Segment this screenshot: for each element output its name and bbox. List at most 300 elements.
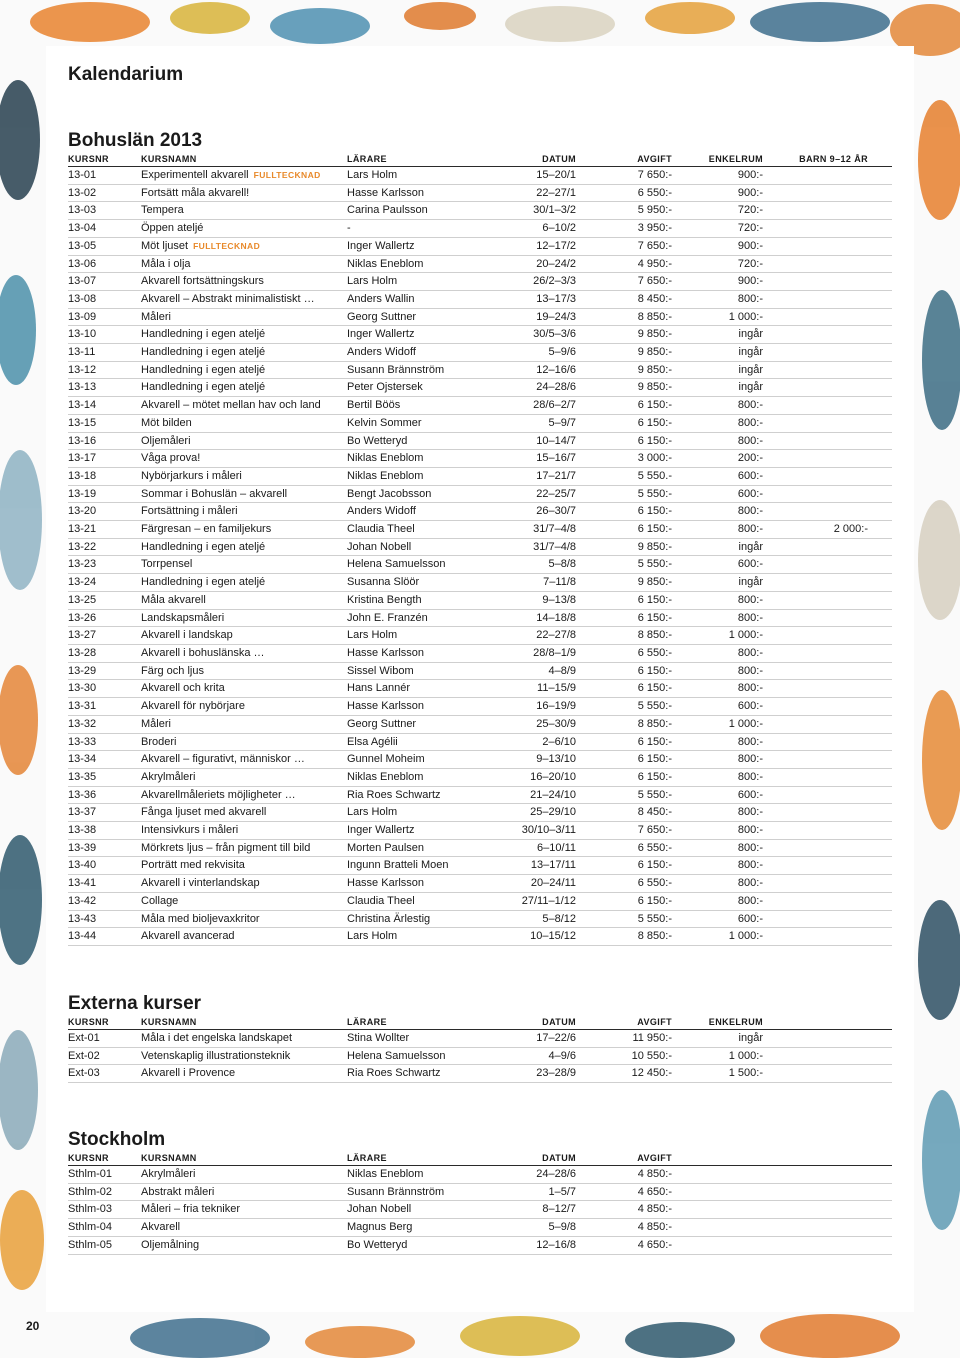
course-code: 13-14 [68,397,141,415]
child-fee [763,768,892,786]
single-room-fee: 1 000:- [672,627,763,645]
course-name [141,804,347,822]
course-name-text: Akvarell fortsättningskurs [141,275,264,288]
teacher: Kristina Bength [347,591,491,609]
child-fee [763,680,892,698]
date: 15–20/1 [491,167,576,185]
course-name-text: Akvarell i bohuslänska … [141,646,265,659]
teacher: Kelvin Sommer [347,414,491,432]
column-header [763,1152,892,1166]
course-name-text: Akrylmåleri [141,770,196,783]
course-code: 13-21 [68,521,141,539]
teacher: Stina Wollter [347,1030,491,1048]
course-name [141,662,347,680]
fee: 3 000:- [576,450,672,468]
fee: 6 150:- [576,609,672,627]
single-room-fee: 800:- [672,432,763,450]
fee: 5 550.- [576,467,672,485]
course-name [141,1183,347,1201]
table-row [68,591,892,609]
course-code: 13-28 [68,644,141,662]
single-room-fee: ingår [672,326,763,344]
fee: 4 950:- [576,255,672,273]
course-name [141,361,347,379]
course-name-text: Akvarell i Provence [141,1067,236,1080]
course-name [141,1047,347,1065]
column-header [763,1016,892,1030]
child-fee [763,1236,892,1254]
course-name [141,255,347,273]
course-name [141,910,347,928]
course-code: 13-17 [68,450,141,468]
fee: 6 150:- [576,857,672,875]
fee: 8 850:- [576,715,672,733]
child-fee: 2 000:- [763,521,892,539]
teacher: Anders Widoff [347,344,491,362]
child-fee [763,397,892,415]
teacher: Peter Ojstersek [347,379,491,397]
course-name [141,485,347,503]
table-header-row [68,1016,892,1030]
fee: 9 850:- [576,344,672,362]
single-room-fee: 900:- [672,273,763,291]
single-room-fee: 800:- [672,875,763,893]
table-row [68,892,892,910]
child-fee [763,786,892,804]
teacher: John E. Franzén [347,609,491,627]
date: 9–13/8 [491,591,576,609]
table-row [68,768,892,786]
child-fee [763,255,892,273]
teacher: Susanna Slöör [347,574,491,592]
course-code: Ext-03 [68,1065,141,1083]
child-fee [763,485,892,503]
table-row [68,450,892,468]
fee: 6 150:- [576,591,672,609]
section-heading: Bohuslän 2013 [68,130,203,151]
course-code: 13-03 [68,202,141,220]
table-row [68,751,892,769]
course-code: 13-10 [68,326,141,344]
teacher: Lars Holm [347,928,491,946]
course-code: 13-40 [68,857,141,875]
date: 30/10–3/11 [491,822,576,840]
course-name-text: Sommar i Bohuslän – akvarell [141,487,288,500]
section-heading: Stockholm [68,1129,166,1150]
course-name [141,344,347,362]
fee: 5 550:- [576,556,672,574]
column-header: KURSNR [68,1152,141,1166]
teacher: Lars Holm [347,167,491,185]
course-name-text: Måla akvarell [141,593,206,606]
teacher: - [347,220,491,238]
date: 7–11/8 [491,574,576,592]
fee: 6 150:- [576,733,672,751]
course-name [141,1219,347,1237]
teacher: Niklas Eneblom [347,255,491,273]
course-name [141,538,347,556]
fee: 6 550:- [576,875,672,893]
course-name [141,202,347,220]
date: 5–9/8 [491,1219,576,1237]
course-name-text: Oljemålning [141,1238,200,1251]
single-room-fee: 800:- [672,822,763,840]
teacher: Hasse Karlsson [347,184,491,202]
single-room-fee: 800:- [672,892,763,910]
course-code: 13-30 [68,680,141,698]
table-row [68,1183,892,1201]
course-name [141,184,347,202]
course-name-text: Måleri [141,310,171,323]
child-fee [763,538,892,556]
table-row [68,574,892,592]
fee: 4 650:- [576,1236,672,1254]
course-name-text: Fortsätt måla akvarell! [141,186,250,199]
course-name [141,290,347,308]
course-name [141,875,347,893]
date: 9–13/10 [491,751,576,769]
fee: 6 150:- [576,662,672,680]
teacher: Claudia Theel [347,521,491,539]
course-name-text: Torrpensel [141,558,193,571]
child-fee [763,1047,892,1065]
column-header: ENKELRUM [672,153,763,167]
date: 25–29/10 [491,804,576,822]
child-fee [763,1219,892,1237]
course-name [141,1236,347,1254]
child-fee [763,308,892,326]
course-name [141,928,347,946]
single-room-fee: ingår [672,574,763,592]
course-name [141,768,347,786]
single-room-fee: 720:- [672,255,763,273]
course-name-text: Handledning i egen ateljé [141,328,266,341]
child-fee [763,804,892,822]
child-fee [763,857,892,875]
fee: 4 850:- [576,1166,672,1184]
course-code: 13-34 [68,751,141,769]
course-name [141,715,347,733]
single-room-fee: ingår [672,344,763,362]
single-room-fee: 900:- [672,237,763,255]
course-name [141,220,347,238]
course-name [141,1065,347,1083]
fee: 4 850:- [576,1201,672,1219]
column-header: KURSNAMN [141,1016,347,1030]
course-code: 13-29 [68,662,141,680]
table-row [68,485,892,503]
date: 10–15/12 [491,928,576,946]
teacher: Georg Suttner [347,715,491,733]
course-name [141,432,347,450]
child-fee [763,290,892,308]
single-room-fee [672,1236,763,1254]
course-code: 13-16 [68,432,141,450]
column-header: AVGIFT [576,1016,672,1030]
date: 5–8/12 [491,910,576,928]
course-name-text: Öppen ateljé [141,222,204,235]
child-fee [763,273,892,291]
course-name [141,237,347,255]
child-fee [763,467,892,485]
course-name-text: Färgresan – en familjekurs [141,523,272,536]
single-room-fee: 1 000:- [672,928,763,946]
course-name-text: Handledning i egen ateljé [141,363,266,376]
single-room-fee: 800:- [672,662,763,680]
course-code: 13-42 [68,892,141,910]
course-name [141,414,347,432]
course-name [141,644,347,662]
course-name-text: Akvarell i vinterlandskap [141,877,260,890]
table-row [68,910,892,928]
single-room-fee: ingår [672,379,763,397]
single-room-fee: ingår [672,538,763,556]
fee: 6 150:- [576,397,672,415]
date: 15–16/7 [491,450,576,468]
table-row [68,344,892,362]
course-code: 13-13 [68,379,141,397]
fee: 7 650:- [576,822,672,840]
fee: 8 850:- [576,928,672,946]
course-name-text: Vetenskaplig illustrationsteknik [141,1049,291,1062]
table-row [68,1236,892,1254]
course-code: Sthlm-03 [68,1201,141,1219]
single-room-fee [672,1219,763,1237]
course-code: 13-06 [68,255,141,273]
teacher: Susann Brännström [347,361,491,379]
fee: 9 850:- [576,574,672,592]
course-name-text: Akvarell avancerad [141,930,235,943]
date: 13–17/3 [491,290,576,308]
table-row [68,786,892,804]
date: 26/2–3/3 [491,273,576,291]
child-fee [763,662,892,680]
table-row [68,715,892,733]
course-name-text: Måla i olja [141,257,191,270]
course-name-text: Måla i det engelska landskapet [141,1032,293,1044]
date: 5–9/7 [491,414,576,432]
course-table [68,1152,892,1255]
single-room-fee: 720:- [672,220,763,238]
teacher: Niklas Eneblom [347,1166,491,1184]
table-row [68,184,892,202]
table-row [68,273,892,291]
date: 16–19/9 [491,698,576,716]
single-room-fee: 800:- [672,609,763,627]
fee: 8 450:- [576,290,672,308]
date: 21–24/10 [491,786,576,804]
column-header [672,1152,763,1166]
teacher: Magnus Berg [347,1219,491,1237]
child-fee [763,910,892,928]
fee: 11 950:- [576,1030,672,1048]
single-room-fee: 800:- [672,290,763,308]
table-row [68,432,892,450]
column-header: ENKELRUM [672,1016,763,1030]
single-room-fee: 800:- [672,839,763,857]
fee: 4 650:- [576,1183,672,1201]
course-code: 13-39 [68,839,141,857]
date: 13–17/11 [491,857,576,875]
course-code: 13-23 [68,556,141,574]
course-name [141,450,347,468]
single-room-fee: 720:- [672,202,763,220]
fullbooked-badge: FULLTECKNAD [193,240,261,251]
course-name [141,839,347,857]
table-row [68,220,892,238]
course-name [141,326,347,344]
date: 26–30/7 [491,503,576,521]
course-name-text: Våga prova! [141,452,201,465]
child-fee [763,344,892,362]
table-row [68,857,892,875]
course-code: 13-19 [68,485,141,503]
fee: 5 550:- [576,485,672,503]
course-name [141,273,347,291]
date: 31/7–4/8 [491,538,576,556]
teacher: Sissel Wibom [347,662,491,680]
course-name [141,1030,347,1048]
single-room-fee: 1 000:- [672,1047,763,1065]
course-name-text: Måla med bioljevaxkritor [141,912,260,925]
single-room-fee: 1 000:- [672,715,763,733]
section-heading: Externa kurser [68,993,202,1014]
course-name [141,574,347,592]
child-fee [763,1201,892,1219]
child-fee [763,167,892,185]
single-room-fee: 1 000:- [672,308,763,326]
course-name-text: Akvarellmåleriets möjligheter … [141,788,296,801]
date: 4–8/9 [491,662,576,680]
fee: 6 150:- [576,414,672,432]
table-row [68,326,892,344]
course-code: 13-20 [68,503,141,521]
teacher: Hasse Karlsson [347,644,491,662]
course-code: 13-15 [68,414,141,432]
course-code: 13-38 [68,822,141,840]
table-row [68,202,892,220]
fee: 4 850:- [576,1219,672,1237]
teacher: Claudia Theel [347,892,491,910]
course-code: 13-36 [68,786,141,804]
teacher: Hans Lannér [347,680,491,698]
course-name [141,503,347,521]
course-name-text: Akvarell – Abstrakt minimalistiskt … [141,292,315,305]
course-name [141,857,347,875]
child-fee [763,220,892,238]
course-name [141,786,347,804]
date: 8–12/7 [491,1201,576,1219]
course-code: 13-11 [68,344,141,362]
child-fee [763,503,892,521]
table-row [68,361,892,379]
single-room-fee: 800:- [672,591,763,609]
course-code: Ext-01 [68,1030,141,1048]
fee: 6 150:- [576,680,672,698]
date: 22–27/1 [491,184,576,202]
fee: 12 450:- [576,1065,672,1083]
date: 17–21/7 [491,467,576,485]
table-row [68,609,892,627]
date: 4–9/6 [491,1047,576,1065]
table-row [68,1030,892,1048]
section-bohuslan [68,129,892,946]
date: 30/1–3/2 [491,202,576,220]
course-name [141,627,347,645]
child-fee [763,609,892,627]
course-name [141,609,347,627]
child-fee [763,361,892,379]
column-header: DATUM [491,153,576,167]
date: 2–6/10 [491,733,576,751]
date: 20–24/2 [491,255,576,273]
course-table [68,153,892,946]
date: 11–15/9 [491,680,576,698]
fee: 5 550:- [576,786,672,804]
course-code: 13-09 [68,308,141,326]
course-code: 13-41 [68,875,141,893]
course-table [68,1016,892,1083]
single-room-fee: 900:- [672,184,763,202]
fee: 5 950:- [576,202,672,220]
single-room-fee: 600:- [672,556,763,574]
teacher: Anders Wallin [347,290,491,308]
date: 27/11–1/12 [491,892,576,910]
course-code: 13-26 [68,609,141,627]
child-fee [763,556,892,574]
teacher: Inger Wallertz [347,237,491,255]
date: 1–5/7 [491,1183,576,1201]
date: 24–28/6 [491,1166,576,1184]
course-code: 13-33 [68,733,141,751]
course-code: 13-27 [68,627,141,645]
child-fee [763,574,892,592]
course-code: 13-24 [68,574,141,592]
single-room-fee: 600:- [672,698,763,716]
course-name-text: Landskapsmåleri [141,611,225,624]
fee: 5 550:- [576,910,672,928]
section-externa [68,992,892,1083]
table-row [68,397,892,415]
table-row [68,167,892,185]
course-name [141,680,347,698]
teacher: Bo Wetteryd [347,432,491,450]
course-name [141,397,347,415]
date: 6–10/11 [491,839,576,857]
course-name-text: Akvarell och krita [141,682,225,695]
table-row [68,538,892,556]
column-header: LÄRARE [347,153,491,167]
course-name [141,822,347,840]
course-name-text: Handledning i egen ateljé [141,346,266,359]
course-name-text: Broderi [141,735,177,748]
course-code: 13-18 [68,467,141,485]
fee: 6 150:- [576,751,672,769]
date: 12–16/8 [491,1236,576,1254]
course-name-text: Akvarell – figurativt, människor … [141,753,305,766]
fee: 9 850:- [576,379,672,397]
course-code: 13-25 [68,591,141,609]
course-name-text: Porträtt med rekvisita [141,859,245,872]
single-room-fee: 600:- [672,910,763,928]
fee: 3 950:- [576,220,672,238]
single-room-fee: 800:- [672,680,763,698]
date: 6–10/2 [491,220,576,238]
teacher: Ingunn Bratteli Moen [347,857,491,875]
teacher: Helena Samuelsson [347,556,491,574]
course-name-text: Akvarell [141,1221,181,1234]
child-fee [763,1183,892,1201]
